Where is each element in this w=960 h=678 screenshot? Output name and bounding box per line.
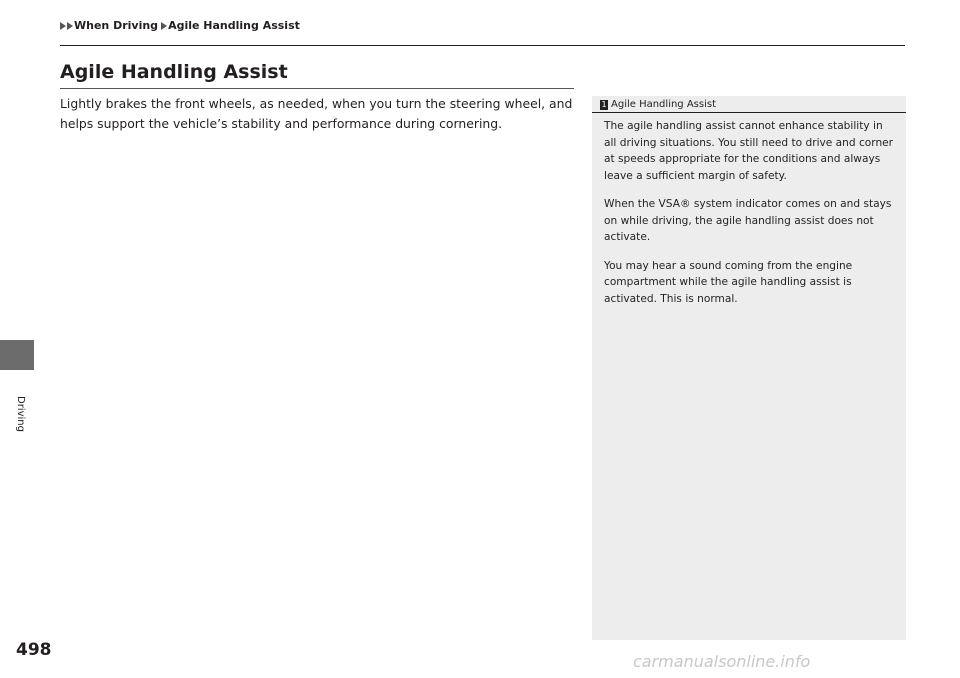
breadcrumb-arrow-icon [60, 22, 66, 30]
sidebar-note [592, 96, 906, 640]
sidebar-note-paragraph: The agile handling assist cannot enhance stability in all driving situations. You still need to drive and corner at speeds appropriate for the conditions and always leave a sufficient margin of safety. [604, 120, 894, 182]
sidebar-note-header [592, 96, 906, 113]
sidebar-note-paragraph: You may hear a sound coming from the engine compartment while the agile handling assist is activated. This is normal. [604, 259, 853, 305]
breadcrumb-arrow-icon [161, 22, 167, 30]
header-divider [60, 45, 905, 46]
body-paragraph: Lightly brakes the front wheels, as needed, when you turn the steering wheel, and helps support the vehicle’s stability and performance during cornering. [60, 96, 573, 131]
sidebar-note-body [592, 113, 906, 307]
sidebar-note-heading: Agile Handling Assist [611, 99, 716, 110]
chapter-label: Driving [15, 396, 26, 432]
chapter-tab[interactable] [0, 340, 34, 370]
breadcrumb-item-agile-handling-assist[interactable]: Agile Handling Assist [168, 19, 300, 32]
title-divider [60, 88, 574, 89]
sidebar-note-paragraph: When the VSA® system indicator comes on and stays on while driving, the agile handling assist does not activate. [604, 198, 892, 243]
page-number: 498 [16, 640, 52, 660]
breadcrumb [60, 19, 303, 32]
breadcrumb-item-when-driving[interactable]: When Driving [74, 19, 159, 32]
watermark: carmanualsonline.info [633, 652, 811, 671]
note-marker-icon: 1 [601, 99, 607, 109]
page-title: Agile Handling Assist [60, 61, 288, 83]
breadcrumb-arrow-icon [67, 22, 73, 30]
